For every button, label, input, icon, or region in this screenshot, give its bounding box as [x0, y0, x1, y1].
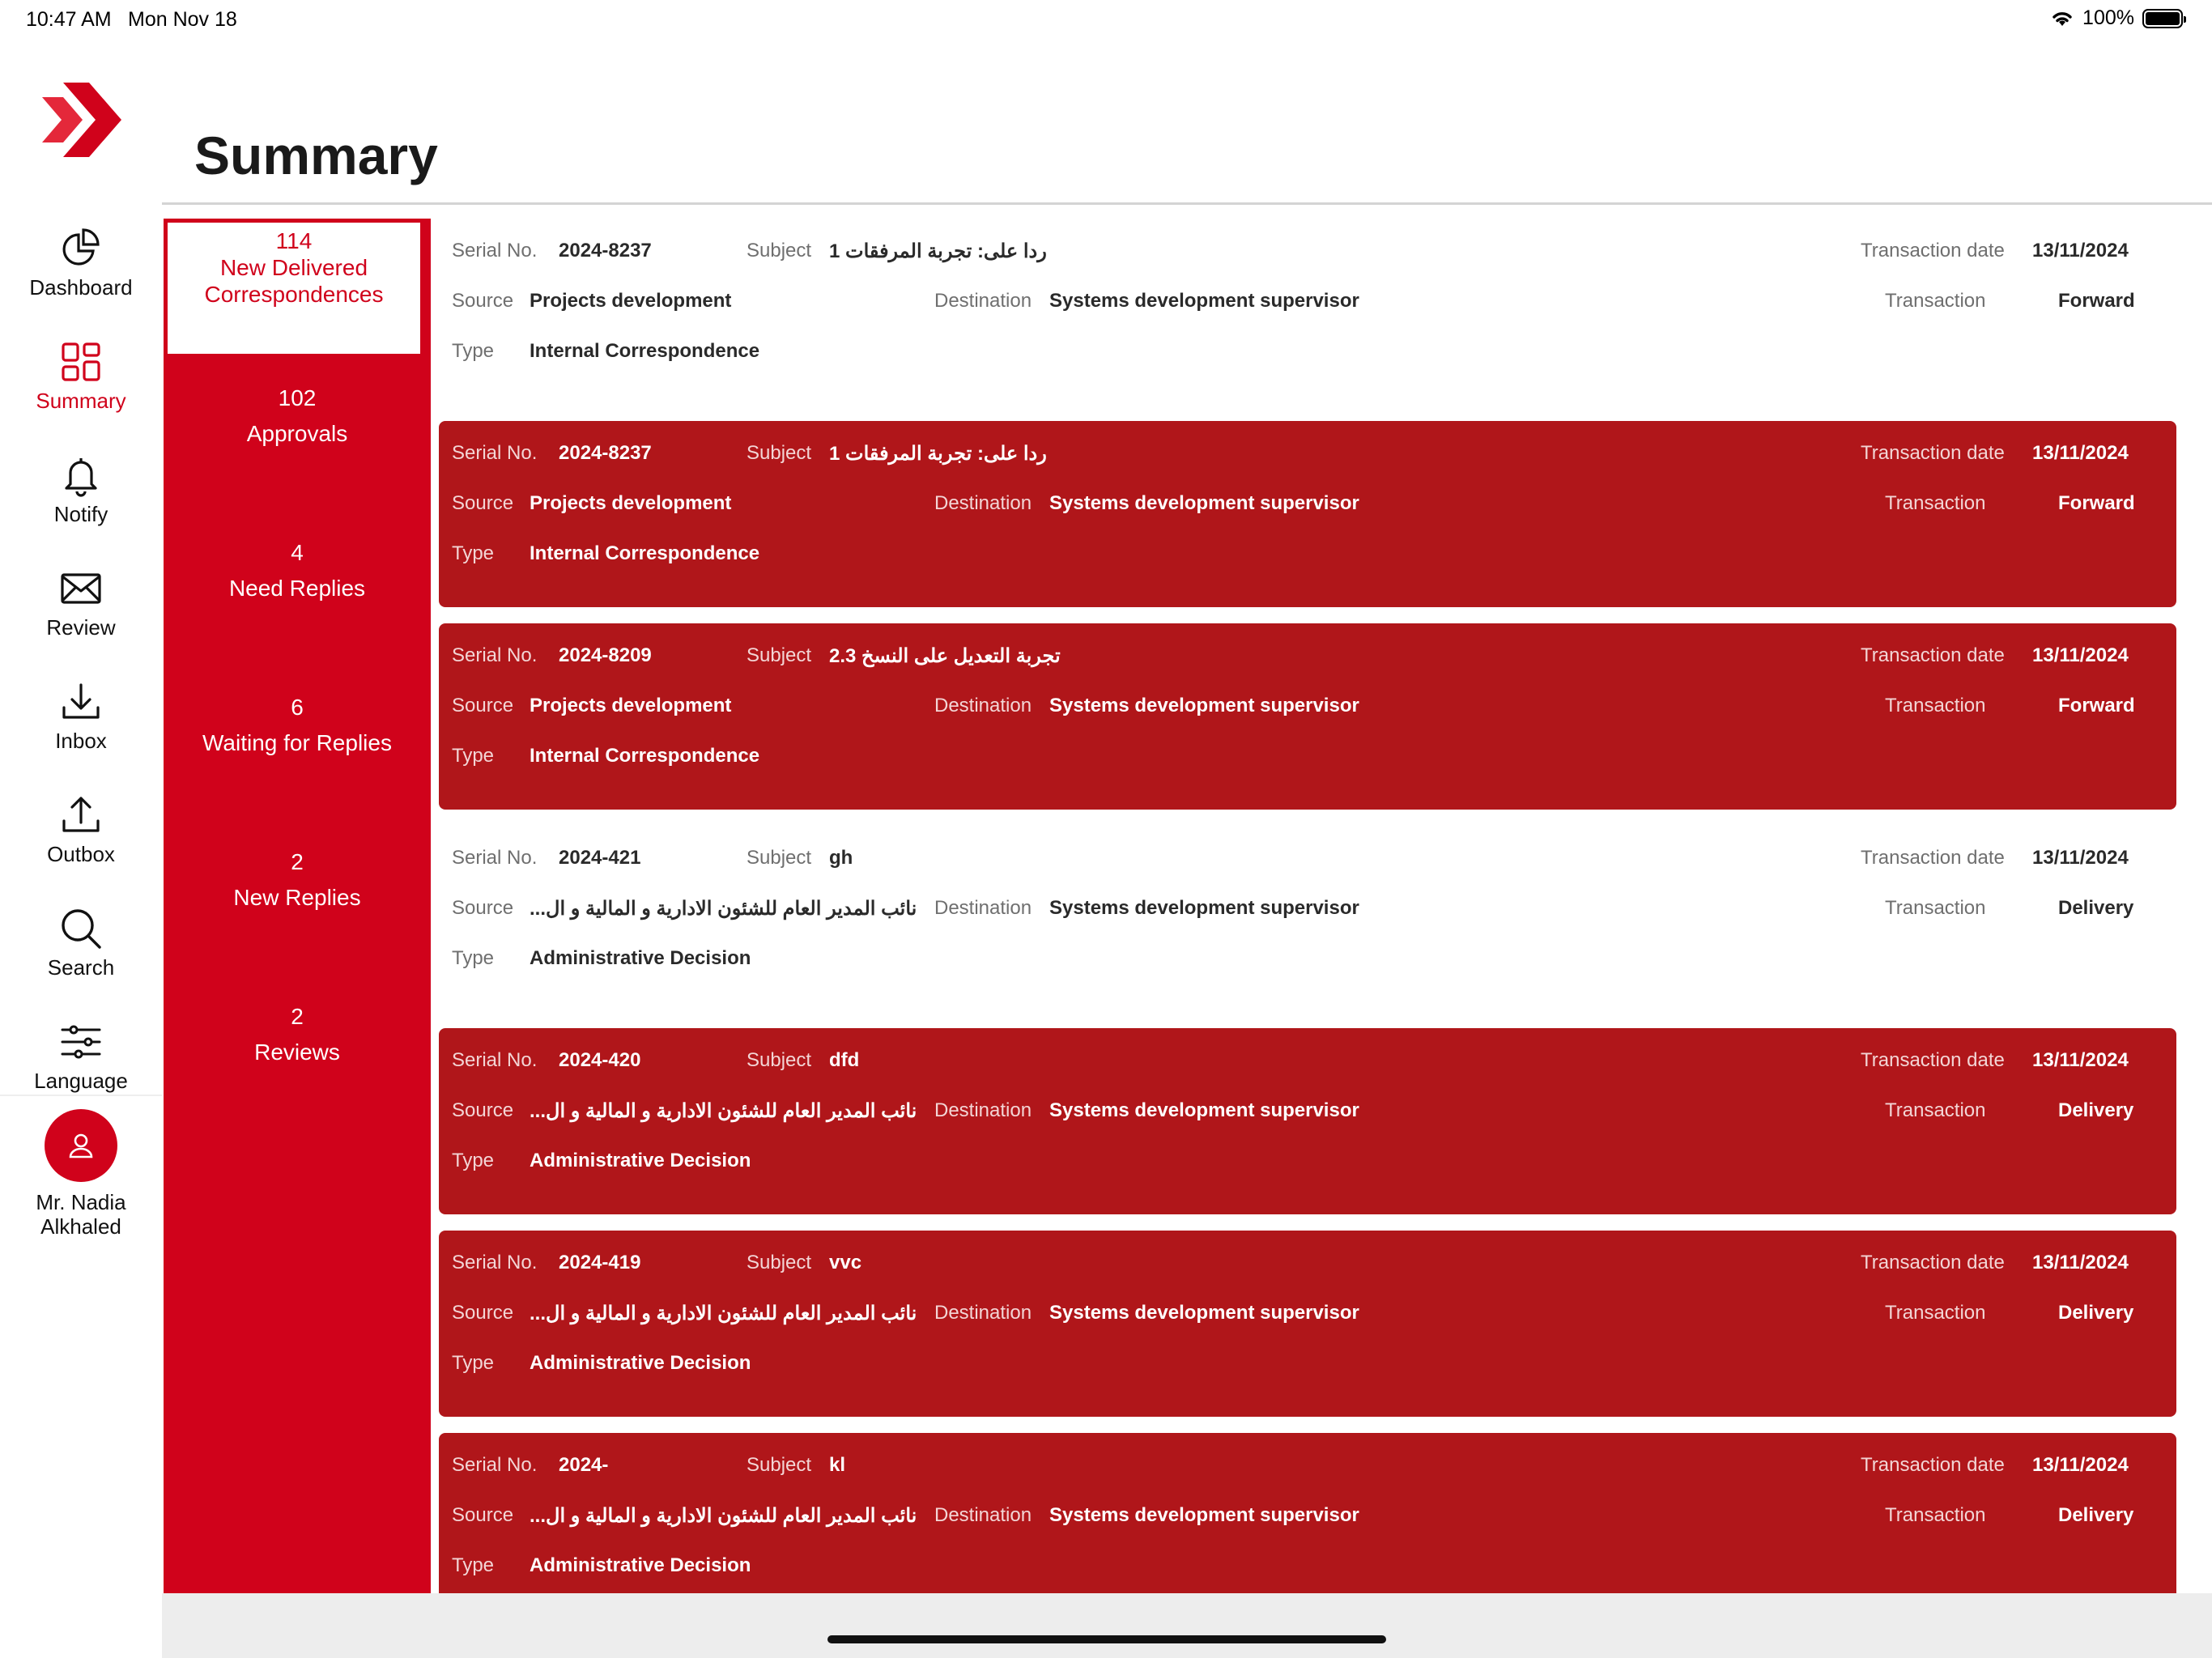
sidebar-item-review[interactable]: [0, 567, 162, 640]
subject-value: kl: [829, 1454, 846, 1476]
sidebar-item-outbox[interactable]: [0, 793, 162, 867]
transaction-value: Delivery: [2058, 1099, 2134, 1121]
serial-value: 2024-419: [559, 1252, 641, 1273]
sidebar: [0, 39, 162, 1658]
subject-label: Subject: [747, 1252, 812, 1273]
source-value: Projects development: [530, 695, 732, 716]
destination-value: Systems development supervisor: [1049, 1099, 1359, 1121]
transaction-label: Transaction: [1885, 897, 1986, 919]
avatar: [45, 1109, 117, 1182]
category-count: 6: [291, 695, 304, 720]
transaction-date-value: 13/11/2024: [2032, 1252, 2129, 1273]
transaction-date-label: Transaction date: [1861, 1252, 2005, 1273]
user-name-line1: Mr. Nadia: [36, 1190, 126, 1214]
serial-value: 2024-: [559, 1454, 609, 1476]
correspondence-list[interactable]: [439, 219, 2176, 1593]
transaction-value: Forward: [2058, 290, 2135, 312]
source-label: Source: [452, 897, 514, 919]
main-content: [162, 39, 2212, 1593]
category-reviews[interactable]: [164, 999, 431, 1070]
transaction-value: Delivery: [2058, 897, 2134, 919]
serial-label: Serial No.: [452, 442, 538, 464]
download-icon: [59, 680, 103, 724]
source-label: Source: [452, 695, 514, 716]
transaction-value: Forward: [2058, 492, 2135, 514]
destination-label: Destination: [934, 492, 1032, 514]
transaction-date-label: Transaction date: [1861, 847, 2005, 869]
type-value: Internal Correspondence: [530, 340, 760, 362]
destination-label: Destination: [934, 1099, 1032, 1121]
type-label: Type: [452, 947, 495, 969]
home-indicator[interactable]: [827, 1635, 1386, 1643]
category-count: 114: [275, 228, 313, 253]
type-value: Administrative Decision: [530, 1554, 751, 1576]
app-logo: [39, 73, 133, 167]
category-waiting-for-replies[interactable]: [164, 690, 431, 761]
serial-label: Serial No.: [452, 1252, 538, 1273]
transaction-value: Delivery: [2058, 1504, 2134, 1526]
destination-label: Destination: [934, 695, 1032, 716]
status-bar: [0, 0, 2212, 39]
type-value: Administrative Decision: [530, 1150, 751, 1171]
source-value: نائب المدير العام للشئون الادارية و المالية و ال...: [530, 1100, 917, 1122]
type-label: Type: [452, 1352, 495, 1374]
transaction-date-value: 13/11/2024: [2032, 240, 2129, 261]
destination-value: Systems development supervisor: [1049, 492, 1359, 514]
subject-label: Subject: [747, 240, 812, 261]
category-label: Approvals: [246, 421, 348, 446]
correspondence-card[interactable]: [439, 421, 2176, 607]
transaction-date-label: Transaction date: [1861, 240, 2005, 261]
correspondence-card[interactable]: [439, 826, 2176, 1012]
sidebar-item-inbox[interactable]: [0, 680, 162, 754]
category-new-replies[interactable]: [164, 844, 431, 916]
bottom-bar: [162, 1593, 2212, 1658]
upload-icon: [59, 793, 103, 837]
destination-label: Destination: [934, 1302, 1032, 1324]
correspondence-card[interactable]: [439, 1028, 2176, 1214]
subject-label: Subject: [747, 1454, 812, 1476]
type-label: Type: [452, 542, 495, 564]
type-value: Administrative Decision: [530, 1352, 751, 1374]
source-label: Source: [452, 1099, 514, 1121]
sidebar-item-notify[interactable]: [0, 453, 162, 527]
serial-label: Serial No.: [452, 1049, 538, 1071]
sidebar-item-label: Notify: [53, 502, 108, 526]
wifi-icon: [2050, 9, 2074, 28]
sidebar-item-language[interactable]: [0, 1020, 162, 1094]
source-label: Source: [452, 492, 514, 514]
correspondence-card[interactable]: [439, 623, 2176, 810]
category-new-delivered[interactable]: [168, 223, 420, 354]
subject-label: Subject: [747, 1049, 812, 1071]
user-name-line2: Alkhaled: [40, 1214, 121, 1239]
serial-value: 2024-8237: [559, 240, 652, 261]
transaction-value: Delivery: [2058, 1302, 2134, 1324]
subject-label: Subject: [747, 644, 812, 666]
destination-value: Systems development supervisor: [1049, 897, 1359, 919]
sidebar-divider: [0, 1095, 162, 1096]
type-value: Administrative Decision: [530, 947, 751, 969]
transaction-label: Transaction: [1885, 492, 1986, 514]
category-count: 2: [291, 849, 304, 874]
category-label: New Replies: [233, 885, 361, 910]
status-date: Mon Nov 18: [128, 8, 237, 31]
subject-label: Subject: [747, 847, 812, 869]
serial-value: 2024-8209: [559, 644, 652, 666]
category-count: 2: [291, 1004, 304, 1029]
sidebar-item-label: Review: [46, 615, 116, 640]
serial-label: Serial No.: [452, 240, 538, 261]
destination-value: Systems development supervisor: [1049, 1302, 1359, 1324]
category-panel: [164, 219, 431, 1593]
source-value: Projects development: [530, 290, 732, 312]
bell-icon: [59, 453, 103, 497]
category-label: Waiting for Replies: [202, 730, 392, 755]
sidebar-item-summary[interactable]: [0, 340, 162, 414]
source-value: نائب المدير العام للشئون الادارية و المالية و ال...: [530, 1303, 917, 1324]
destination-label: Destination: [934, 290, 1032, 312]
pie-chart-icon: [59, 227, 103, 270]
type-label: Type: [452, 1150, 495, 1171]
search-icon: [59, 907, 103, 950]
category-approvals[interactable]: [164, 380, 431, 452]
type-value: Internal Correspondence: [530, 745, 760, 767]
transaction-date-value: 13/11/2024: [2032, 1454, 2129, 1476]
source-value: نائب المدير العام للشئون الادارية و المالية و ال...: [530, 898, 917, 920]
transaction-label: Transaction: [1885, 695, 1986, 716]
transaction-date-value: 13/11/2024: [2032, 644, 2129, 666]
serial-label: Serial No.: [452, 644, 538, 666]
sidebar-item-label: Summary: [36, 389, 126, 413]
type-label: Type: [452, 1554, 495, 1576]
serial-label: Serial No.: [452, 847, 538, 869]
transaction-label: Transaction: [1885, 1504, 1986, 1526]
type-label: Type: [452, 745, 495, 767]
transaction-date-label: Transaction date: [1861, 644, 2005, 666]
mail-icon: [59, 567, 103, 610]
transaction-date-value: 13/11/2024: [2032, 442, 2129, 464]
serial-value: 2024-8237: [559, 442, 652, 464]
subject-value: dfd: [829, 1049, 860, 1071]
source-label: Source: [452, 290, 514, 312]
transaction-label: Transaction: [1885, 1099, 1986, 1121]
category-label: Need Replies: [228, 576, 366, 601]
subject-value: ردا على: تجربة المرفقات 1: [829, 240, 1047, 262]
transaction-label: Transaction: [1885, 1302, 1986, 1324]
source-label: Source: [452, 1504, 514, 1526]
destination-label: Destination: [934, 1504, 1032, 1526]
subject-value: تجربة التعديل على النسخ 2.3: [829, 645, 1061, 667]
title-divider: [162, 202, 2212, 205]
user-icon: [65, 1129, 97, 1162]
subject-label: Subject: [747, 442, 812, 464]
transaction-date-label: Transaction date: [1861, 1454, 2005, 1476]
category-count: 102: [278, 385, 317, 410]
transaction-label: Transaction: [1885, 290, 1986, 312]
transaction-date-label: Transaction date: [1861, 1049, 2005, 1071]
category-need-replies[interactable]: [164, 535, 431, 606]
sidebar-item-label: Language: [34, 1069, 128, 1093]
battery-percent: 100%: [2082, 6, 2134, 29]
sidebar-item-label: Outbox: [47, 842, 115, 866]
serial-value: 2024-420: [559, 1049, 641, 1071]
destination-label: Destination: [934, 897, 1032, 919]
source-value: نائب المدير العام للشئون الادارية و المالية و ال...: [530, 1505, 917, 1527]
category-label: New Delivered: [219, 255, 368, 280]
sidebar-item-label: Inbox: [55, 729, 107, 753]
sidebar-item-label: Search: [47, 955, 115, 980]
sliders-icon: [59, 1020, 103, 1064]
transaction-date-label: Transaction date: [1861, 442, 2005, 464]
subject-value: vvc: [829, 1252, 862, 1273]
page-title: Summary: [194, 125, 438, 185]
category-count: 4: [291, 540, 304, 565]
subject-value: gh: [829, 847, 853, 869]
serial-value: 2024-421: [559, 847, 641, 869]
user-profile-button[interactable]: [0, 1109, 162, 1239]
battery-icon: [2142, 9, 2183, 28]
category-label: Reviews: [254, 1039, 340, 1065]
status-indicators: [2050, 6, 2183, 30]
sidebar-item-search[interactable]: [0, 907, 162, 980]
type-label: Type: [452, 340, 495, 362]
type-value: Internal Correspondence: [530, 542, 760, 564]
category-label: Correspondences: [204, 282, 384, 307]
transaction-value: Forward: [2058, 695, 2135, 716]
sidebar-item-dashboard[interactable]: [0, 227, 162, 300]
source-value: Projects development: [530, 492, 732, 514]
sidebar-item-label: Dashboard: [29, 275, 133, 300]
subject-value: ردا على: تجربة المرفقات 1: [829, 443, 1047, 465]
transaction-date-value: 13/11/2024: [2032, 847, 2129, 869]
correspondence-card[interactable]: [439, 1433, 2176, 1593]
correspondence-card[interactable]: [439, 1231, 2176, 1417]
correspondence-card[interactable]: [439, 219, 2176, 405]
transaction-date-value: 13/11/2024: [2032, 1049, 2129, 1071]
destination-value: Systems development supervisor: [1049, 1504, 1359, 1526]
grid-icon: [59, 340, 103, 384]
serial-label: Serial No.: [452, 1454, 538, 1476]
status-time: 10:47 AM: [26, 8, 112, 31]
destination-value: Systems development supervisor: [1049, 290, 1359, 312]
source-label: Source: [452, 1302, 514, 1324]
destination-value: Systems development supervisor: [1049, 695, 1359, 716]
